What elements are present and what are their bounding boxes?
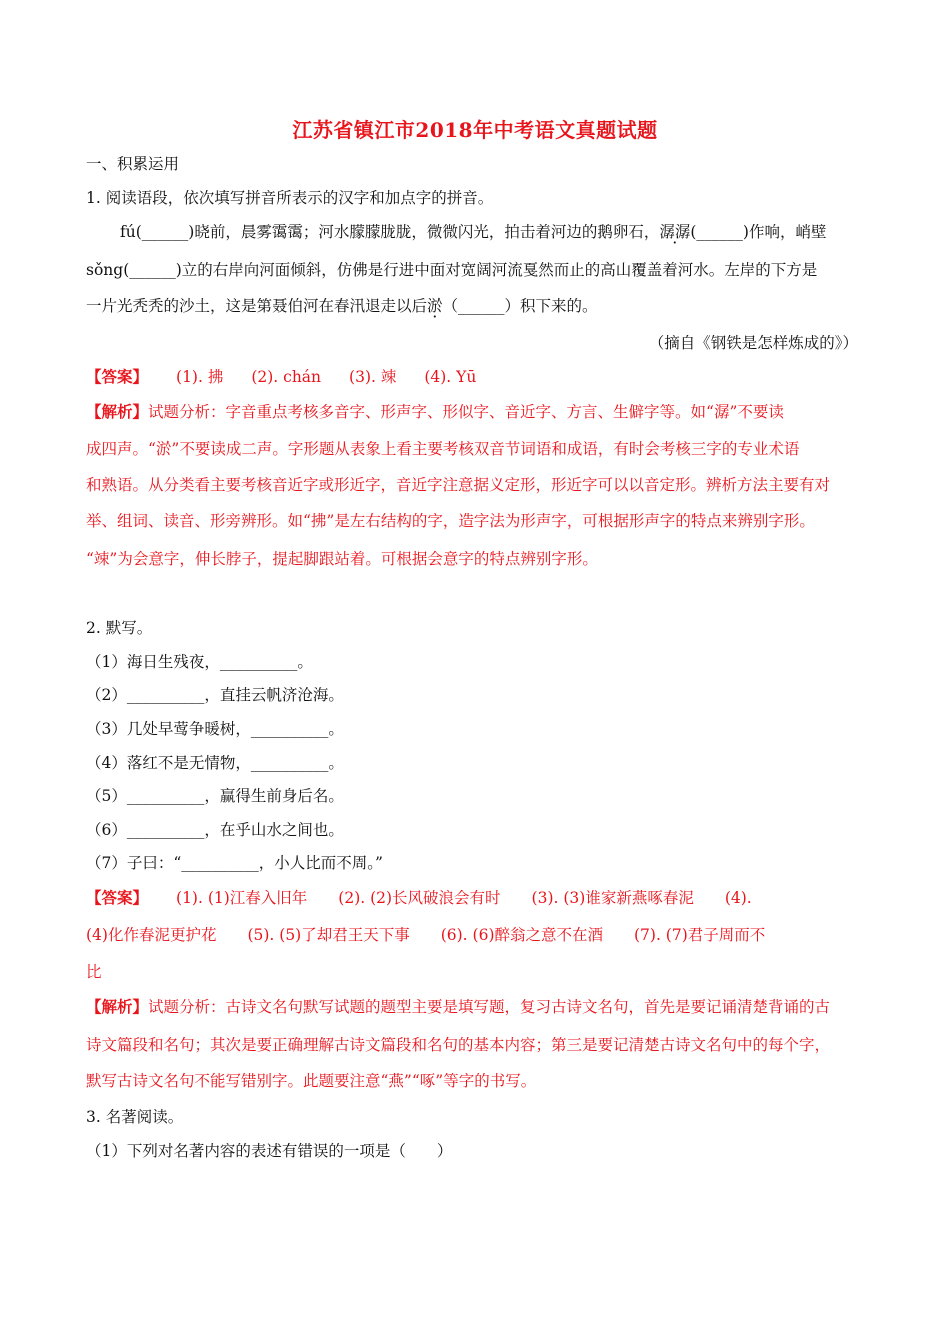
q2-answer-line-2: (4)化作春泥更护花 (5). (5)了却君王天下事 (6). (6)醉翁之意不在酒 (7). (7)君子周而不: [86, 926, 766, 944]
q1-answer: [86, 367, 476, 387]
q1-answer-2: (2). chán: [251, 368, 322, 386]
q1-passage-text: （______）积下来的。: [442, 297, 598, 315]
q2-answer-text: (1). (1)江春入旧年 (2). (2)长风破浪会有时 (3). (3)谁家新燕啄春泥 (4).: [176, 889, 752, 907]
answer-label: 【答案】: [86, 888, 149, 907]
q1-passage-line-1: [120, 222, 826, 242]
q2-analysis-line-2: 诗文篇段和名句；其次是要正确理解古诗文篇段和名句的基本内容；第三是要记清楚古诗文名句中的每个字，: [86, 1036, 831, 1054]
q1-answer-1: (1). 拂: [176, 368, 224, 386]
q1-analysis-line-1: [86, 402, 784, 422]
answer-label: 【答案】: [86, 367, 149, 386]
q2-item-5: （5）__________，赢得生前身后名。: [86, 787, 344, 805]
q1-answer-3: (3). 竦: [349, 368, 397, 386]
section-heading: 一、积累运用: [86, 155, 180, 173]
q2-analysis-text: 试题分析：古诗文名句默写试题的题型主要是填写题，复习古诗文名句，首先是要记诵清楚背诵的古: [148, 998, 831, 1016]
q1-passage-text: (______)作响，峭壁: [690, 223, 827, 241]
analysis-label: 【解析】: [86, 997, 149, 1016]
analysis-label: 【解析】: [86, 402, 149, 421]
q2-answer-line-3: 比: [86, 963, 102, 981]
q2-analysis-line-1: [86, 997, 830, 1017]
q1-answer-4: (4). Yū: [424, 368, 477, 386]
q2-item-4: （4）落红不是无情物，__________。: [86, 754, 344, 772]
q2-answer-line-1: [86, 888, 752, 908]
q2-item-1: （1）海日生残夜，__________。: [86, 653, 313, 671]
q1-dotted-word: 潺潺: [659, 223, 691, 241]
q1-passage-line-2: sǒng(______)立的右岸向河面倾斜，仿佛是行进中面对宽阔河流戛然而止的高山覆盖着河水。左岸的下方是: [86, 261, 818, 279]
q2-item-2: （2）__________，直挂云帆济沧海。: [86, 686, 344, 704]
q2-item-6: （6）__________，在乎山水之间也。: [86, 821, 344, 839]
q1-analysis-text: 试题分析：字音重点考核多音字、形声字、形似字、音近字、方言、生僻字等。如“潺”不要读: [148, 403, 784, 421]
q1-passage-text: fú(______)晓前，晨雾霭霭；河水朦朦胧胧，微微闪光，拍击着河边的鹅卵石，: [120, 223, 660, 241]
q2-item-3: （3）几处早莺争暖树，__________。: [86, 720, 344, 738]
page-title: 江苏省镇江市2018年中考语文真题试题: [292, 118, 658, 142]
q3-stem: 3. 名著阅读。: [86, 1108, 184, 1126]
q2-stem: 2. 默写。: [86, 619, 153, 637]
q2-item-7: （7）子曰：“__________，小人比而不周。”: [86, 854, 383, 872]
q1-passage-line-3: [86, 296, 598, 316]
q3-sub-1: （1）下列对名著内容的表述有错误的一项是（ ）: [86, 1142, 453, 1160]
q1-analysis-line-5: “竦”为会意字，伸长脖子，提起脚跟站着。可根据会意字的特点辨别字形。: [86, 550, 598, 568]
q2-analysis-line-3: 默写古诗文名句不能写错别字。此题要注意“燕”“啄”等字的书写。: [86, 1072, 537, 1090]
q1-analysis-line-4: 举、组词、读音、形旁辨形。如“拂”是左右结构的字，造字法为形声字，可根据形声字的特点来辨别字形。: [86, 512, 815, 530]
q1-source: （摘自《钢铁是怎样炼成的》）: [648, 334, 858, 352]
q1-analysis-line-2: 成四声。“淤”不要读成二声。字形题从表象上看主要考核双音节词语和成语，有时会考核三字的专业术语: [86, 440, 800, 458]
q1-stem: 1. 阅读语段，依次填写拼音所表示的汉字和加点字的拼音。: [86, 189, 494, 207]
q1-dotted-word: 淤: [427, 297, 443, 315]
q1-analysis-line-3: 和熟语。从分类看主要考核音近字或形近字，音近字注意据义定形，形近字可以以音定形。辨析方法主要有对: [86, 476, 831, 494]
q1-passage-text: 一片光秃秃的沙土，这是第聂伯河在春汛退走以后: [86, 297, 428, 315]
